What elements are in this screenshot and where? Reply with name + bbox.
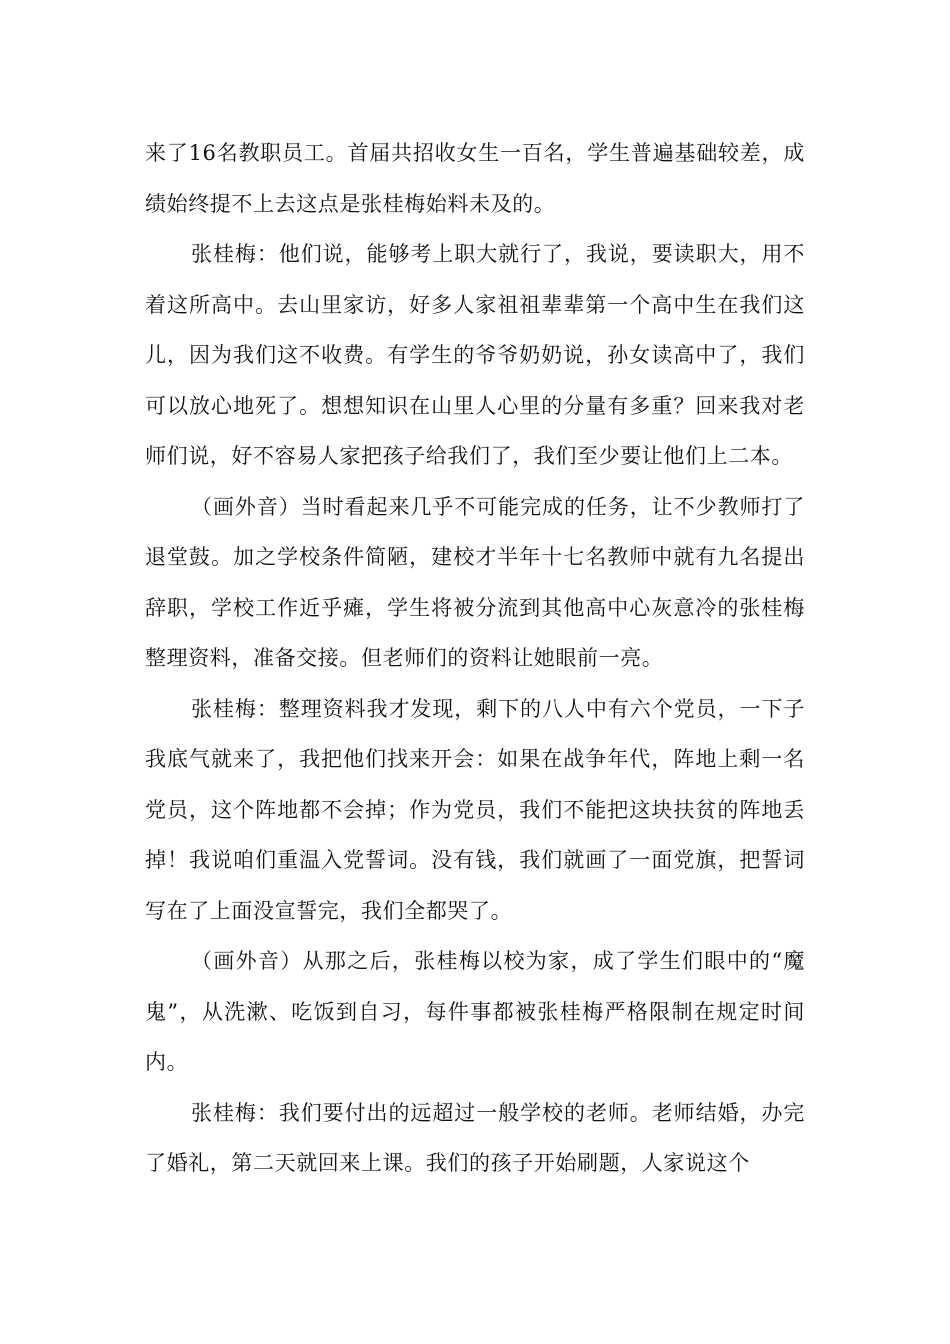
paragraph-6: 张桂梅：我们要付出的远超过一般学校的老师。老师结婚，办完了婚礼，第二天就回来上课。我们的孩子开始刷题，人家说这个 xyxy=(145,1100,805,1175)
paragraph-1: 来了16名教职员工。首届共招收女生一百名，学生普遍基础较差，成绩始终提不上去这点是张桂梅始料未及的。 xyxy=(145,141,805,216)
paragraph-4: 张桂梅：整理资料我才发现，剩下的八人中有六个党员，一下子我底气就来了，我把他们找来开会：如果在战争年代，阵地上剩一名党员，这个阵地都不会掉；作为党员，我们不能把这块扶贫的阵地丢掉！我说咱们重温入党誓词。没有钱，我们就画了一面党旗，把誓词写在了上面没宣誓完，我们全都哭了。 xyxy=(145,696,805,923)
paragraph-2: 张桂梅：他们说，能够考上职大就行了，我说，要读职大，用不着这所高中。去山里家访，好多人家祖祖辈辈第一个高中生在我们这儿，因为我们这不收费。有学生的爷爷奶奶说，孙女读高中了，我们可以放心地死了。想想知识在山里人心里的分量有多重？回来我对老师们说，好不容易人家把孩子给我们了，我们至少要让他们上二本。 xyxy=(145,242,805,468)
document-body xyxy=(145,128,805,1189)
paragraph-5: （画外音）从那之后，张桂梅以校为家，成了学生们眼中的“魔鬼”，从洗漱、吃饭到自习，每件事都被张桂梅严格限制在规定时间内。 xyxy=(145,949,805,1074)
paragraph-3: （画外音）当时看起来几乎不可能完成的任务，让不少教师打了退堂鼓。加之学校条件简陋，建校才半年十七名教师中就有九名提出辞职，学校工作近乎瘫，学生将被分流到其他高中心灰意冷的张桂梅整理资料，准备交接。但老师们的资料让她眼前一亮。 xyxy=(145,494,805,670)
